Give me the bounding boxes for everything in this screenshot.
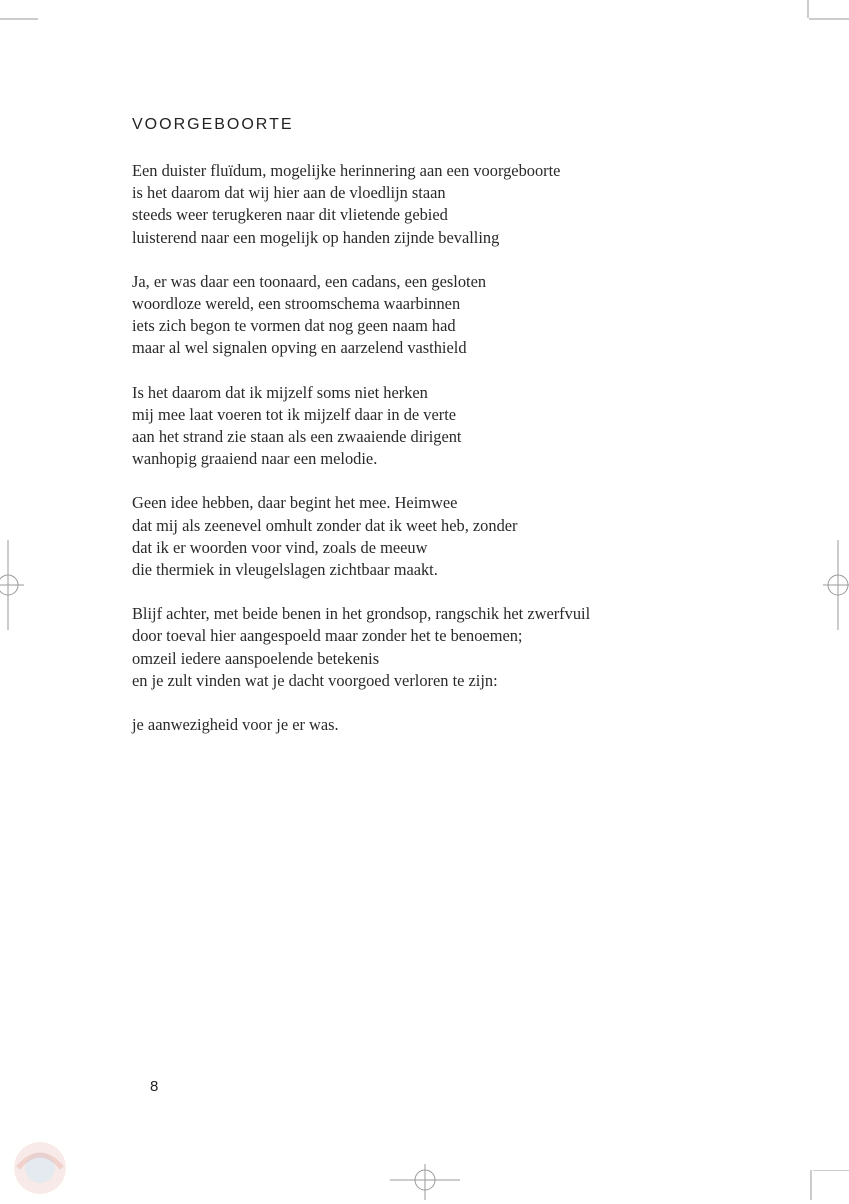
- poem-line: je aanwezigheid voor je er was.: [132, 715, 339, 735]
- poem-line: wanhopig graaiend naar een melodie.: [132, 449, 378, 469]
- registration-mark-left-icon: [0, 540, 30, 630]
- poem-line: Ja, er was daar een toonaard, een cadans, een gesloten: [132, 271, 487, 291]
- poem-line: steeds weer terugkeren naar dit vlietende gebied: [132, 205, 448, 225]
- poem-line: Is het daarom dat ik mijzelf soms niet herken: [132, 382, 428, 402]
- page-number: 8: [150, 1078, 159, 1095]
- stanza: [132, 271, 752, 360]
- poem-line: dat mij als zeenevel omhult zonder dat ik weet heb, zonder: [132, 515, 518, 535]
- poem-line: is het daarom dat wij hier aan de vloedlijn staan: [132, 183, 446, 203]
- poem-title: VOORGEBOORTE: [132, 116, 294, 133]
- poem-line: dat ik er woorden voor vind, zoals de meeuw: [132, 537, 428, 557]
- poem-line: aan het strand zie staan als een zwaaiende dirigent: [132, 427, 462, 447]
- poem-line: en je zult vinden wat je dacht voorgoed verloren te zijn:: [132, 670, 498, 690]
- crop-mark-top-left: [0, 0, 40, 20]
- stanza: [132, 603, 752, 692]
- stanza: [132, 714, 752, 736]
- poem-line: die thermiek in vleugelslagen zichtbaar maakt.: [132, 560, 438, 580]
- poem-line: mij mee laat voeren tot ik mijzelf daar in de verte: [132, 404, 457, 424]
- poem-line: iets zich begon te vormen dat nog geen naam had: [132, 316, 456, 336]
- crop-mark-bottom-right: [805, 1170, 849, 1200]
- registration-mark-right-icon: [819, 540, 849, 630]
- stanza: [132, 160, 752, 249]
- poem-line: door toeval hier aangespoeld maar zonder het te benoemen;: [132, 626, 523, 646]
- crop-mark-top-right: [807, 0, 849, 20]
- registration-mark-bottom-icon: [390, 1160, 460, 1200]
- crop-mark-top-right-vertical: [806, 0, 810, 18]
- shop-watermark-logo-icon: [0, 1128, 80, 1200]
- poem-body: [132, 160, 752, 758]
- stanza: [132, 382, 752, 471]
- poem-line: Geen idee hebben, daar begint het mee. Heimwee: [132, 493, 458, 513]
- poem-line: omzeil iedere aanspoelende betekenis: [132, 648, 380, 668]
- poem-line: luisterend naar een mogelijk op handen zijnde bevalling: [132, 227, 500, 247]
- poem-line: maar al wel signalen opving en aarzelend vasthield: [132, 338, 467, 358]
- stanza: [132, 492, 752, 581]
- poem-line: Een duister fluïdum, mogelijke herinnering aan een voorgeboorte: [132, 161, 561, 180]
- poem-line: Blijf achter, met beide benen in het grondsop, rangschik het zwerfvuil: [132, 604, 591, 624]
- poem-line: woordloze wereld, een stroomschema waarbinnen: [132, 294, 461, 314]
